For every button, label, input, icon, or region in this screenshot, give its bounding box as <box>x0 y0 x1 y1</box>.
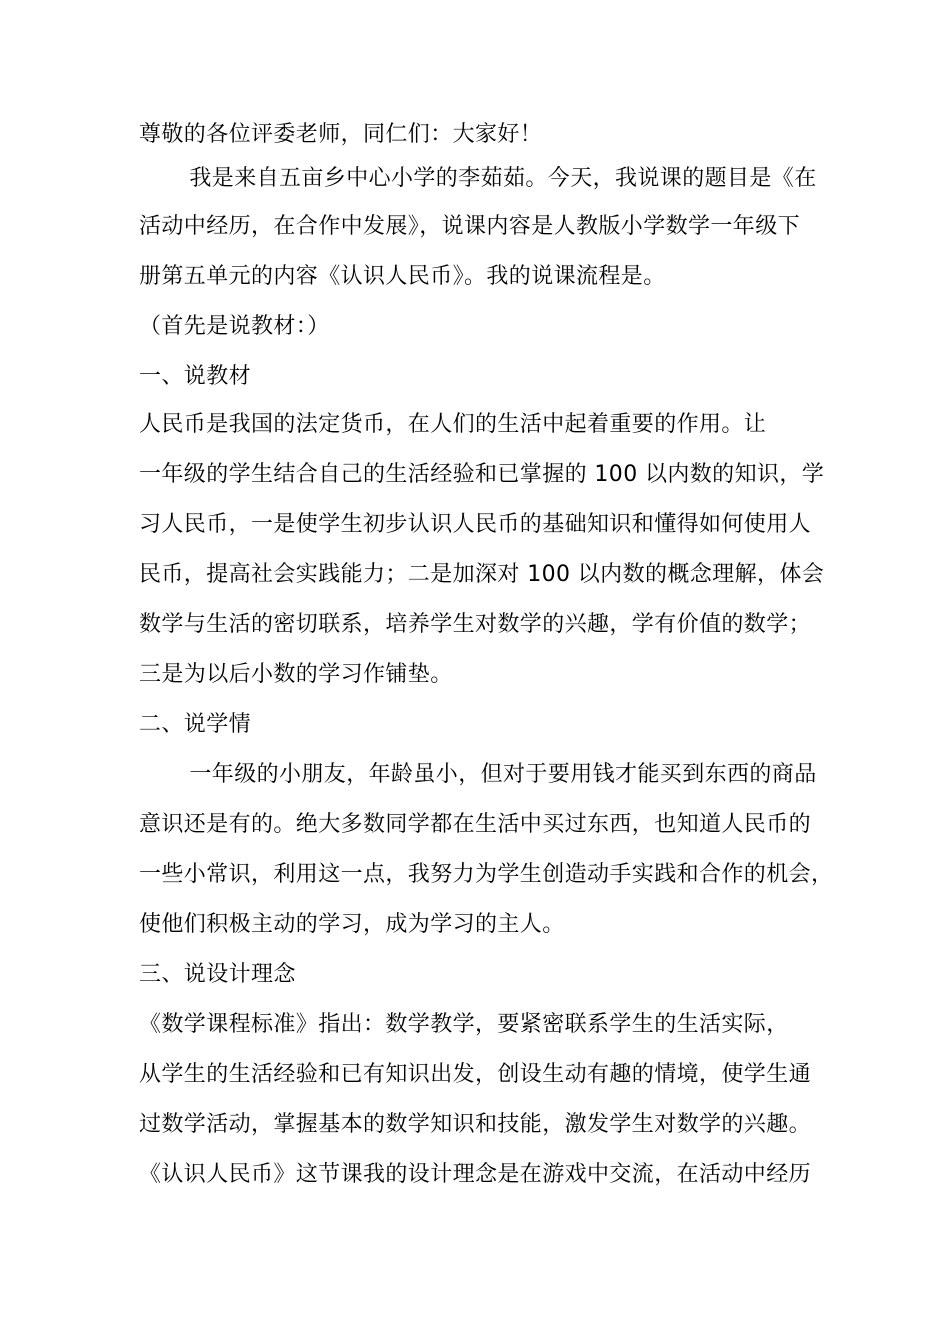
textbook-line-6: 三是为以后小数的学习作铺垫。 <box>139 662 453 687</box>
textbook-line-1: 人民币是我国的法定货币，在人们的生活中起着重要的作用。让 <box>139 412 767 437</box>
design-line-4: 《认识人民币》这节课我的设计理念是在游戏中交流，在活动中经历 <box>139 1162 812 1187</box>
students-line-3: 一些小常识，利用这一点，我努力为学生创造动手实践和合作的机会， <box>139 862 834 887</box>
textbook-line-2: 一年级的学生结合自己的生活经验和已掌握的 100 以内数的知识，学 <box>139 462 825 487</box>
transition-line: （首先是说教材：） <box>139 314 330 339</box>
intro-line-3: 册第五单元的内容《认识人民币》。我的说课流程是。 <box>139 264 666 289</box>
design-line-1: 《数学课程标准》指出：数学教学，要紧密联系学生的生活实际， <box>139 1012 789 1037</box>
students-line-1: 一年级的小朋友，年龄虽小，但对于要用钱才能买到东西的商品 <box>167 762 817 787</box>
design-line-2: 从学生的生活经验和已有知识出发，创设生动有趣的情境，使学生通 <box>139 1062 812 1087</box>
students-line-2: 意识还是有的。绝大多数同学都在生活中买过东西，也知道人民币的 <box>139 812 812 837</box>
students-line-4: 使他们积极主动的学习，成为学习的主人。 <box>139 912 565 937</box>
section-heading-textbook: 一、说教材 <box>139 364 252 389</box>
design-line-3: 过数学活动，掌握基本的数学知识和技能，激发学生对数学的兴趣。 <box>139 1112 812 1137</box>
textbook-line-5: 数学与生活的密切联系，培养学生对数学的兴趣，学有价值的数学； <box>139 612 812 637</box>
section-heading-students: 二、说学情 <box>139 712 252 737</box>
section-heading-design: 三、说设计理念 <box>139 962 296 987</box>
greeting-line: 尊敬的各位评委老师，同仁们：大家好！ <box>139 122 543 147</box>
textbook-line-4: 民币，提高社会实践能力；二是加深对 100 以内数的概念理解，体会 <box>139 562 825 587</box>
intro-line-1: 我是来自五亩乡中心小学的李茹茹。今天，我说课的题目是《在 <box>167 166 817 191</box>
intro-line-2: 活动中经历，在合作中发展》，说课内容是人教版小学数学一年级下 <box>139 214 801 239</box>
textbook-line-3: 习人民币，一是使学生初步认识人民币的基础知识和懂得如何使用人 <box>139 512 812 537</box>
